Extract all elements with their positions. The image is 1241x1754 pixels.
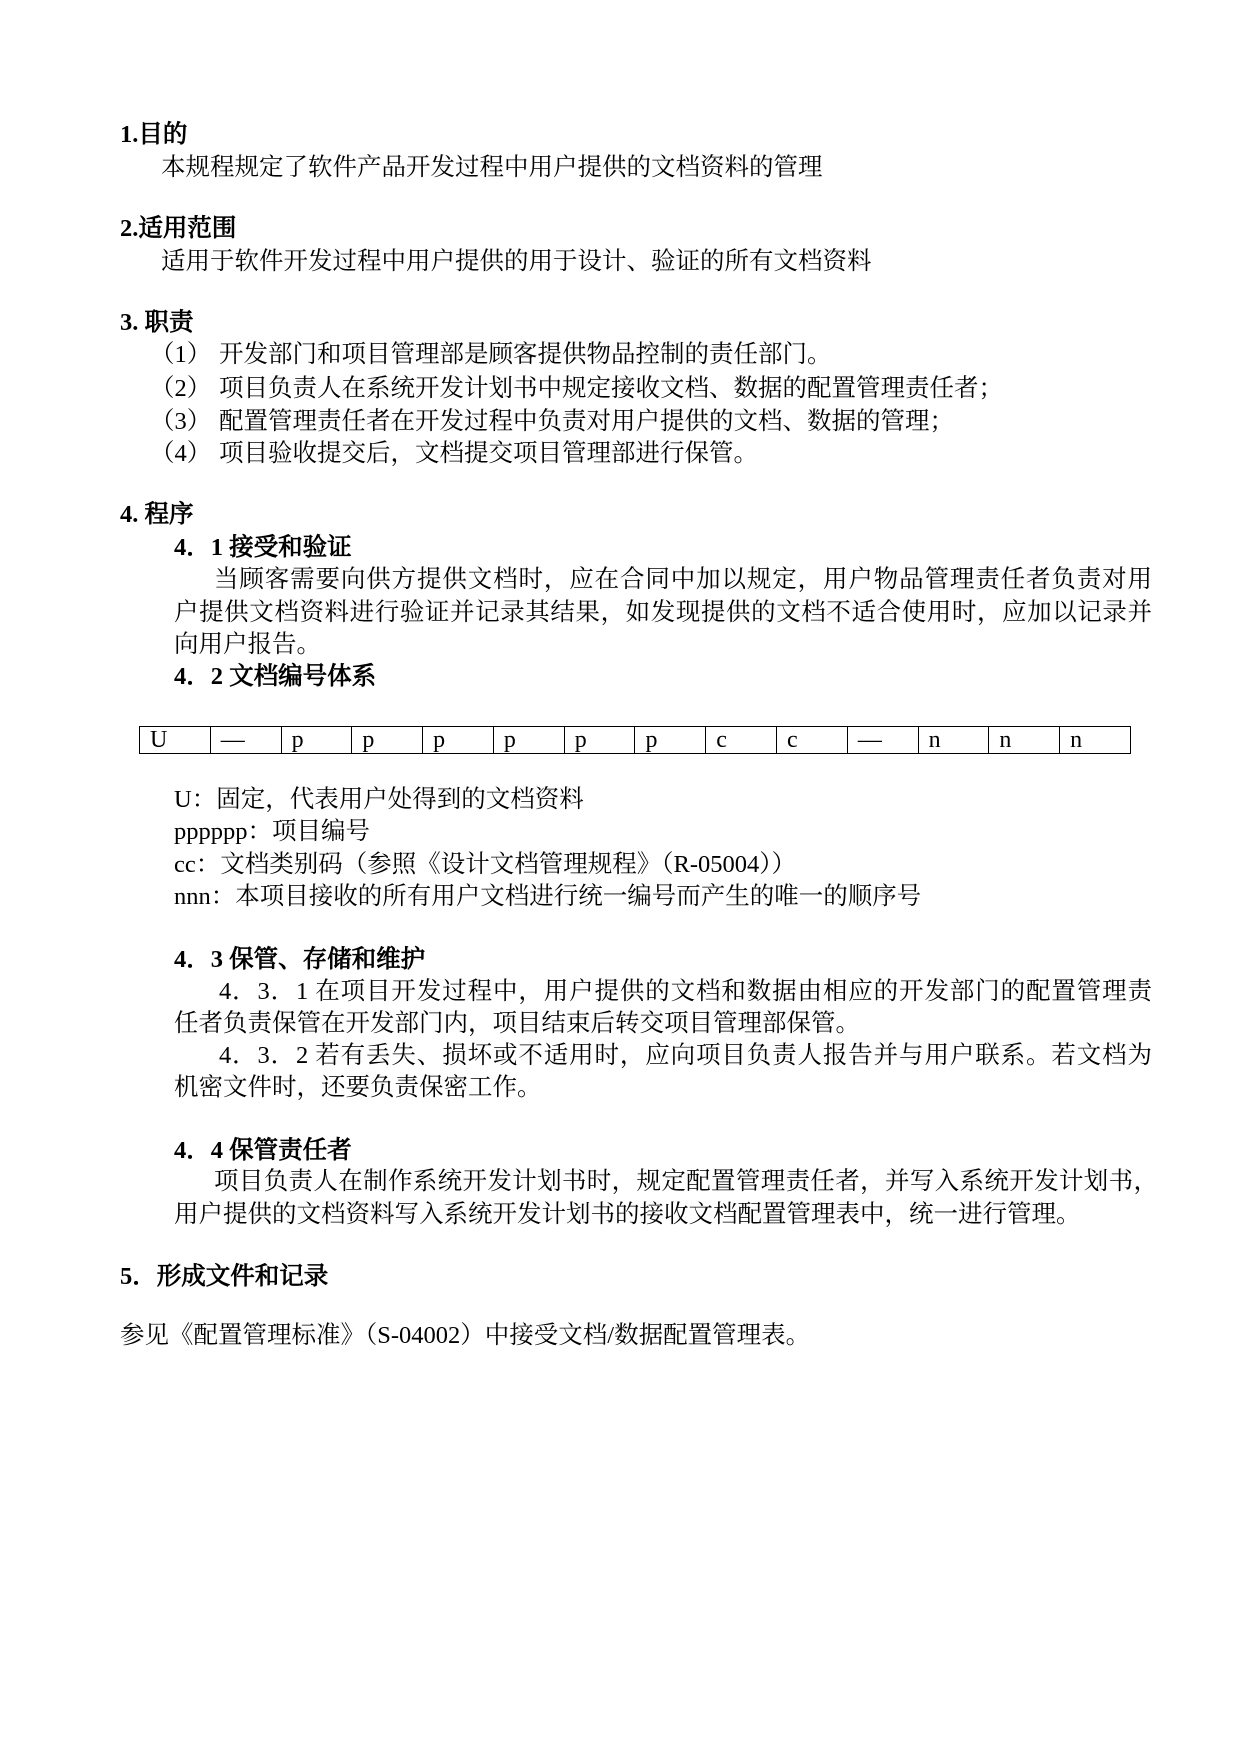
numbering-cell: —	[210, 727, 281, 753]
numbering-cell: p	[422, 727, 493, 753]
legend-line: cc：文档类别码（参照《设计文档管理规程》（R-05004））	[174, 851, 796, 878]
paragraph-line: 向用户报告。	[174, 631, 321, 658]
section-4-heading: 4. 程序	[120, 501, 194, 528]
paragraph-line: 机密文件时，还要负责保密工作。	[174, 1074, 542, 1101]
item-text: 项目负责人在系统开发计划书中规定接收文档、数据的配置管理责任者；	[219, 375, 1003, 402]
subsection-4-1-heading: 4．1 接受和验证	[174, 534, 352, 561]
numbering-cell: n	[988, 727, 1059, 753]
section-5-heading: 5．形成文件和记录	[120, 1263, 329, 1290]
legend-line: U：固定，代表用户处得到的文档资料	[174, 786, 584, 813]
section-3-heading: 3. 职责	[120, 309, 194, 336]
numbering-cell: —	[847, 727, 918, 753]
numbering-cell: c	[776, 727, 847, 753]
paragraph-line: 4．3．2 若有丢失、损坏或不适用时，应向项目负责人报告并与用户联系。若文档为	[219, 1042, 1152, 1069]
numbering-cell: p	[634, 727, 705, 753]
numbering-cell: p	[351, 727, 422, 753]
item-text: 配置管理责任者在开发过程中负责对用户提供的文档、数据的管理；	[219, 408, 954, 435]
section-2-heading: 2.适用范围	[120, 215, 237, 242]
numbering-cell: U	[150, 727, 168, 753]
numbering-table	[139, 726, 1131, 754]
item-label: （3）	[150, 408, 212, 435]
paragraph-line: 户提供文档资料进行验证并记录其结果，如发现提供的文档不适合使用时，应加以记录并	[174, 599, 1152, 626]
item-label: （1）	[150, 341, 212, 368]
numbering-cell: n	[918, 727, 989, 753]
item-label: （4）	[150, 440, 212, 467]
item-label: （2）	[150, 375, 212, 402]
legend-line: nnn：本项目接收的所有用户文档进行统一编号而产生的唯一的顺序号	[174, 883, 922, 910]
legend-line: pppppp：项目编号	[174, 818, 370, 845]
numbering-cell: p	[281, 727, 352, 753]
numbering-cell: c	[705, 727, 776, 753]
paragraph-line: 用户提供的文档资料写入系统开发计划书的接收文档配置管理表中，统一进行管理。	[174, 1201, 1081, 1228]
item-text: 项目验收提交后，文档提交项目管理部进行保管。	[219, 440, 758, 467]
numbering-cell: n	[1059, 727, 1130, 753]
paragraph-line: 4．3．1 在项目开发过程中，用户提供的文档和数据由相应的开发部门的配置管理责	[219, 978, 1152, 1005]
subsection-4-4-heading: 4．4 保管责任者	[174, 1137, 352, 1164]
numbering-cell: p	[493, 727, 564, 753]
numbering-cell: p	[564, 727, 635, 753]
section-5-body: 参见《配置管理标准》（S-04002）中接受文档/数据配置管理表。	[120, 1322, 811, 1349]
subsection-4-3-heading: 4．3 保管、存储和维护	[174, 946, 426, 973]
paragraph-line: 项目负责人在制作系统开发计划书时，规定配置管理责任者，并写入系统开发计划书，	[214, 1168, 1158, 1195]
subsection-4-2-heading: 4．2 文档编号体系	[174, 663, 377, 690]
section-2-body: 适用于软件开发过程中用户提供的用于设计、验证的所有文档资料	[161, 248, 872, 275]
item-text: 开发部门和项目管理部是顾客提供物品控制的责任部门。	[219, 341, 832, 368]
section-1-body: 本规程规定了软件产品开发过程中用户提供的文档资料的管理	[161, 154, 823, 181]
section-1-heading: 1.目的	[120, 121, 188, 148]
paragraph-line: 当顾客需要向供方提供文档时，应在合同中加以规定，用户物品管理责任者负责对用	[214, 566, 1152, 593]
paragraph-line: 任者负责保管在开发部门内，项目结束后转交项目管理部保管。	[174, 1010, 860, 1037]
